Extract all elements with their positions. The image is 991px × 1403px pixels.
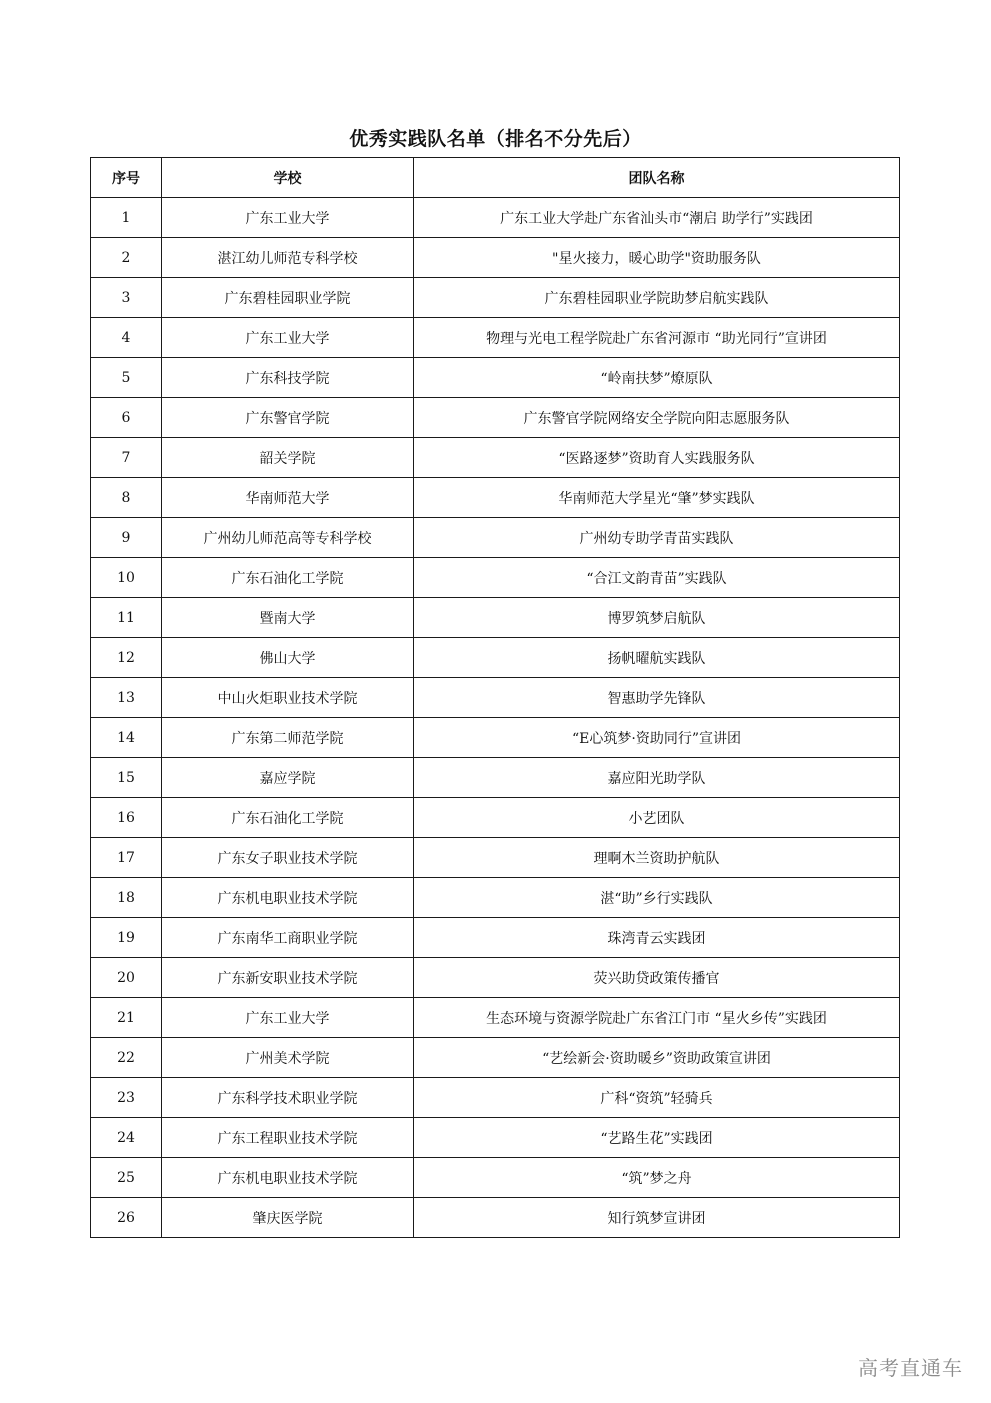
cell-no: 12 <box>91 638 162 678</box>
table-row <box>91 278 900 318</box>
cell-no: 25 <box>91 1158 162 1198</box>
cell-school: 湛江幼儿师范专科学校 <box>162 238 414 278</box>
cell-team: 荧兴助贷政策传播官 <box>414 958 900 998</box>
table-row <box>91 1078 900 1118</box>
table-row <box>91 878 900 918</box>
cell-no: 24 <box>91 1118 162 1158</box>
cell-no: 21 <box>91 998 162 1038</box>
cell-school: 中山火炬职业技术学院 <box>162 678 414 718</box>
cell-school: 广东机电职业技术学院 <box>162 878 414 918</box>
page-title: 优秀实践队名单（排名不分先后） <box>349 128 642 150</box>
cell-no: 26 <box>91 1198 162 1238</box>
cell-team: "星火接力，暖心助学"资助服务队 <box>414 238 900 278</box>
cell-team: 理啊木兰资助护航队 <box>414 838 900 878</box>
cell-no: 14 <box>91 718 162 758</box>
table-row <box>91 518 900 558</box>
table-row <box>91 718 900 758</box>
cell-school: 嘉应学院 <box>162 758 414 798</box>
cell-school: 暨南大学 <box>162 598 414 638</box>
cell-school: 广东科技学院 <box>162 358 414 398</box>
cell-school: 广东碧桂园职业学院 <box>162 278 414 318</box>
cell-school: 广东工程职业技术学院 <box>162 1118 414 1158</box>
cell-team: 小艺团队 <box>414 798 900 838</box>
cell-no: 13 <box>91 678 162 718</box>
cell-school: 肇庆医学院 <box>162 1198 414 1238</box>
table-row <box>91 1158 900 1198</box>
cell-school: 广东第二师范学院 <box>162 718 414 758</box>
cell-team: “艺路生花”实践团 <box>414 1118 900 1158</box>
cell-school: 华南师范大学 <box>162 478 414 518</box>
cell-school: 广州幼儿师范高等专科学校 <box>162 518 414 558</box>
cell-school: 广东机电职业技术学院 <box>162 1158 414 1198</box>
cell-no: 19 <box>91 918 162 958</box>
table-row <box>91 238 900 278</box>
cell-team: 智惠助学先锋队 <box>414 678 900 718</box>
table-row <box>91 438 900 478</box>
cell-team: 博罗筑梦启航队 <box>414 598 900 638</box>
cell-school: 广东工业大学 <box>162 318 414 358</box>
table-row <box>91 758 900 798</box>
cell-team: “E心筑梦·资助同行”宣讲团 <box>414 718 900 758</box>
cell-no: 22 <box>91 1038 162 1078</box>
cell-school: 广东工业大学 <box>162 998 414 1038</box>
table-row <box>91 1118 900 1158</box>
cell-no: 1 <box>91 198 162 238</box>
cell-team: 物理与光电工程学院赴广东省河源市 “助光同行”宣讲团 <box>414 318 900 358</box>
cell-team: 生态环境与资源学院赴广东省江门市 “星火乡传”实践团 <box>414 998 900 1038</box>
table-row <box>91 198 900 238</box>
cell-no: 15 <box>91 758 162 798</box>
table-row <box>91 478 900 518</box>
cell-school: 广州美术学院 <box>162 1038 414 1078</box>
watermark: 高考直通车 <box>858 1356 963 1380</box>
cell-school: 广东石油化工学院 <box>162 558 414 598</box>
cell-school: 广东工业大学 <box>162 198 414 238</box>
cell-school: 广东南华工商职业学院 <box>162 918 414 958</box>
table-row <box>91 958 900 998</box>
table-row <box>91 918 900 958</box>
table-row <box>91 838 900 878</box>
cell-no: 7 <box>91 438 162 478</box>
cell-no: 16 <box>91 798 162 838</box>
cell-team: “医路逐梦”资助育人实践服务队 <box>414 438 900 478</box>
cell-team: “岭南扶梦”燎原队 <box>414 358 900 398</box>
table-row <box>91 1038 900 1078</box>
table-row <box>91 798 900 838</box>
table-row <box>91 358 900 398</box>
cell-team: “筑”梦之舟 <box>414 1158 900 1198</box>
cell-team: “合江文韵青苗”实践队 <box>414 558 900 598</box>
cell-school: 广东女子职业技术学院 <box>162 838 414 878</box>
table-row <box>91 558 900 598</box>
cell-no: 10 <box>91 558 162 598</box>
cell-team: 广东警官学院网络安全学院向阳志愿服务队 <box>414 398 900 438</box>
cell-school: 广东警官学院 <box>162 398 414 438</box>
roster-table <box>90 157 900 1238</box>
table-row <box>91 998 900 1038</box>
cell-school: 广东石油化工学院 <box>162 798 414 838</box>
cell-team: 珠湾青云实践团 <box>414 918 900 958</box>
table-row <box>91 598 900 638</box>
cell-no: 2 <box>91 238 162 278</box>
cell-no: 17 <box>91 838 162 878</box>
cell-team: 知行筑梦宣讲团 <box>414 1198 900 1238</box>
cell-school: 佛山大学 <box>162 638 414 678</box>
cell-team: 湛“助”乡行实践队 <box>414 878 900 918</box>
column-header-team: 团队名称 <box>414 158 900 198</box>
table-row <box>91 398 900 438</box>
cell-team: 华南师范大学星光“肇”梦实践队 <box>414 478 900 518</box>
cell-team: 广东工业大学赴广东省汕头市“潮启 助学行”实践团 <box>414 198 900 238</box>
table-body <box>91 198 900 1238</box>
cell-school: 广东新安职业技术学院 <box>162 958 414 998</box>
cell-school: 广东科学技术职业学院 <box>162 1078 414 1118</box>
column-header-no: 序号 <box>91 158 162 198</box>
cell-school: 韶关学院 <box>162 438 414 478</box>
cell-team: “艺绘新会·资助暖乡”资助政策宣讲团 <box>414 1038 900 1078</box>
cell-team: 嘉应阳光助学队 <box>414 758 900 798</box>
table-row <box>91 678 900 718</box>
cell-no: 18 <box>91 878 162 918</box>
cell-no: 9 <box>91 518 162 558</box>
table-row <box>91 318 900 358</box>
cell-no: 5 <box>91 358 162 398</box>
cell-team: 广东碧桂园职业学院助梦启航实践队 <box>414 278 900 318</box>
cell-no: 11 <box>91 598 162 638</box>
table-row <box>91 1198 900 1238</box>
cell-no: 3 <box>91 278 162 318</box>
cell-team: 扬帆曜航实践队 <box>414 638 900 678</box>
cell-no: 20 <box>91 958 162 998</box>
column-header-school: 学校 <box>162 158 414 198</box>
cell-no: 6 <box>91 398 162 438</box>
cell-no: 8 <box>91 478 162 518</box>
cell-no: 4 <box>91 318 162 358</box>
table-row <box>91 638 900 678</box>
cell-team: 广科“资筑”轻骑兵 <box>414 1078 900 1118</box>
table-header-row <box>91 158 900 198</box>
cell-no: 23 <box>91 1078 162 1118</box>
cell-team: 广州幼专助学青苗实践队 <box>414 518 900 558</box>
